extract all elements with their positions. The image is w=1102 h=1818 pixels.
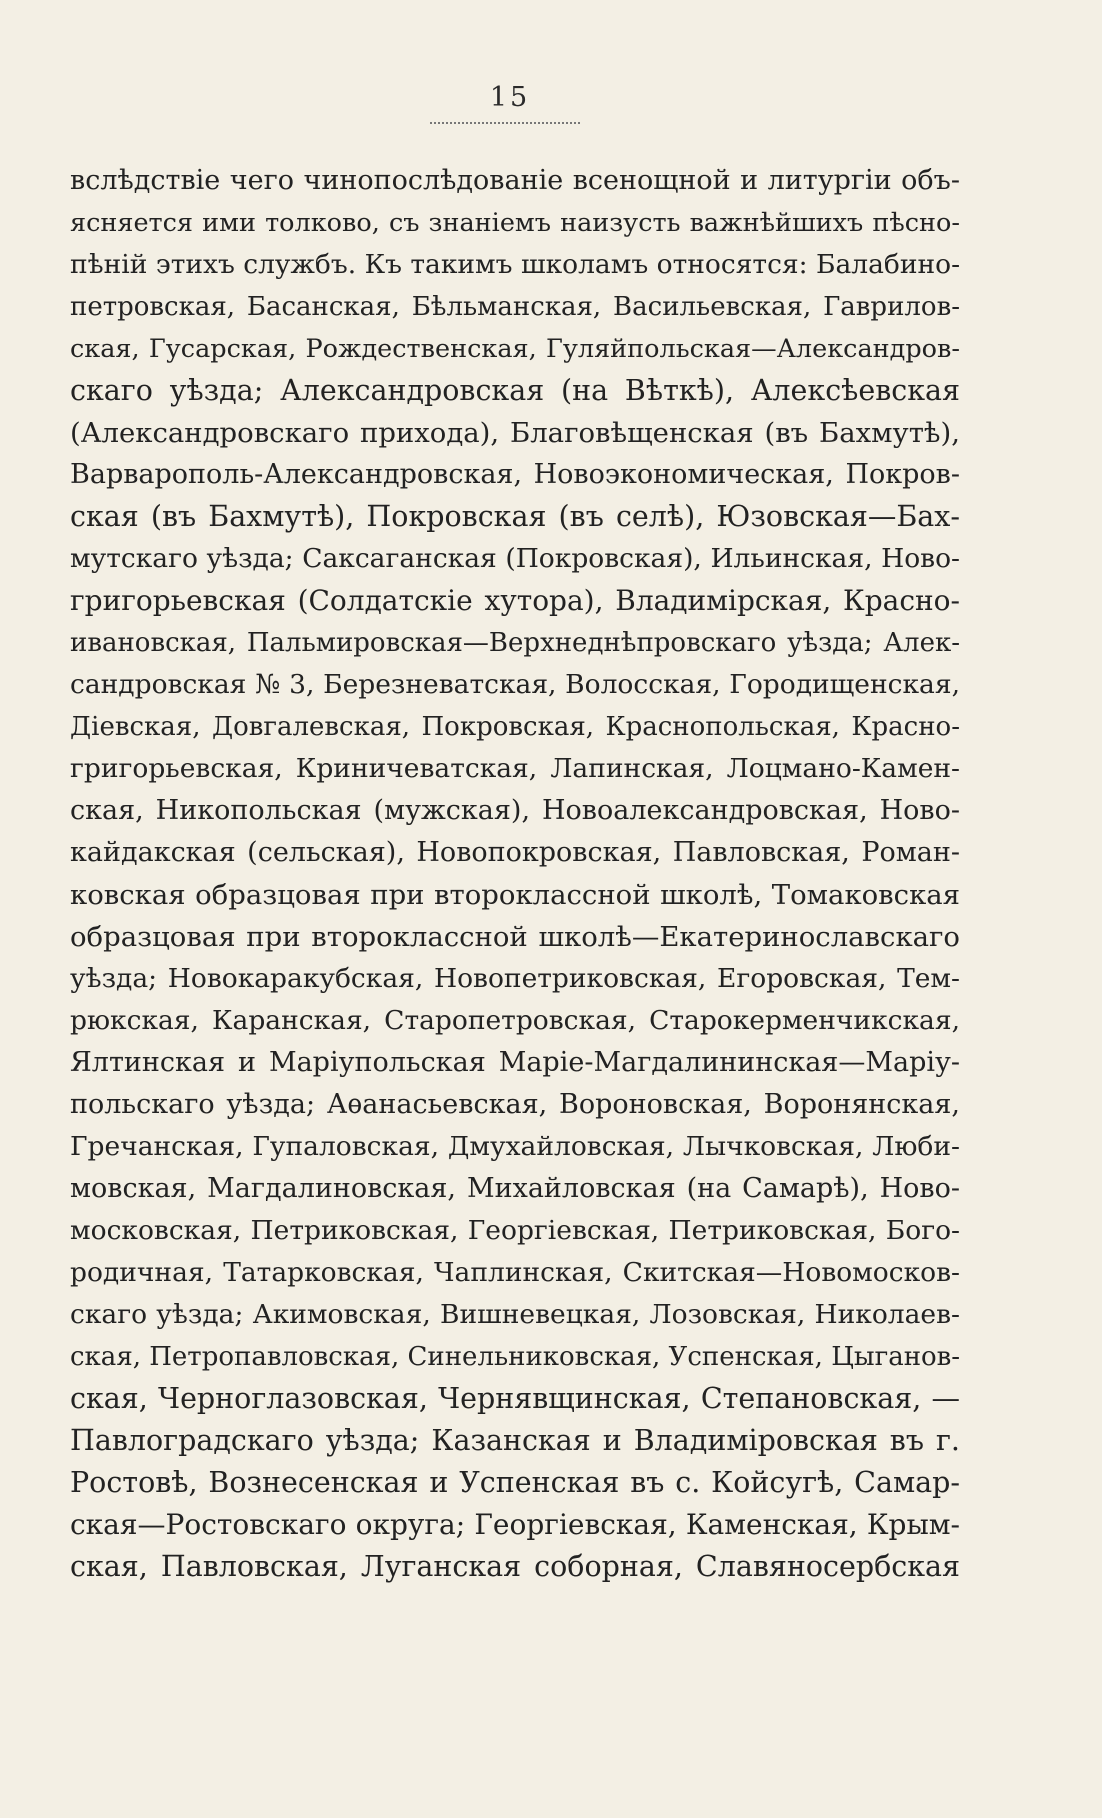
page-number: 15 xyxy=(489,82,531,113)
text-line: ская, Гусарская, Рождественская, Гуляйпольская—Александров- xyxy=(70,334,960,364)
text-line: ясняется ими толково, съ знаніемъ наизусть важнѣйшихъ пѣсно- xyxy=(70,208,960,238)
text-line: сандровская № 3, Березневатская, Волосская, Городищенская, xyxy=(70,669,960,700)
text-line: ская, Никопольская (мужская), Новоалександровская, Ново- xyxy=(70,795,960,826)
text-line: Гречанская, Гупаловская, Дмухайловская, Лычковская, Люби- xyxy=(70,1131,960,1162)
text-line: Ялтинская и Маріупольская Маріе-Магдалининская—Маріу- xyxy=(70,1047,960,1078)
text-line: ская (въ Бахмутѣ), Покровская (въ селѣ), Юзовская—Бах- xyxy=(70,500,960,533)
text-line: скаго уѣзда; Акимовская, Вишневецкая, Лозовская, Николаев- xyxy=(70,1299,960,1330)
text-line: польскаго уѣзда; Аѳанасьевская, Вороновская, Воронянская, xyxy=(70,1089,960,1120)
text-line: григорьевская, Криничеватская, Лапинская, Лоцмано-Камен- xyxy=(70,753,960,784)
body-text xyxy=(70,160,960,1588)
header-rule xyxy=(430,122,580,124)
text-line: мовская, Магдалиновская, Михайловская (на Самарѣ), Ново- xyxy=(70,1173,960,1204)
text-line: ская, Петропавловская, Синельниковская, Успенская, Цыганов- xyxy=(70,1342,960,1372)
text-line: Варварополь-Александровская, Новоэкономическая, Покров- xyxy=(70,459,960,490)
text-line: Ростовѣ, Вознесенская и Успенская въ с. Койсугѣ, Самар- xyxy=(70,1466,960,1499)
text-line: пѣній этихъ службъ. Къ такимъ школамъ относятся: Балабино- xyxy=(70,249,960,280)
text-line: ская—Ростовскаго округа; Георгіевская, Каменская, Крым- xyxy=(70,1508,960,1541)
text-line: кайдакская (сельская), Новопокровская, Павловская, Роман- xyxy=(70,837,960,868)
text-line: вслѣдствіе чего чинопослѣдованіе всенощной и литургіи объ- xyxy=(70,165,960,196)
text-line: ковская образцовая при второклассной школѣ, Томаковская xyxy=(70,879,960,911)
text-line: григорьевская (Солдатскіе хутора), Владимірская, Красно- xyxy=(70,584,960,617)
text-line: Діевская, Довгалевская, Покровская, Краснопольская, Красно- xyxy=(70,712,960,742)
text-line: петровская, Басанская, Бѣльманская, Васильевская, Гаврилов- xyxy=(70,292,960,322)
text-line: скаго уѣзда; Александровская (на Вѣткѣ), Алексѣевская xyxy=(70,374,960,407)
text-line: (Александровскаго прихода), Благовѣщенская (въ Бахмутѣ), xyxy=(70,417,960,449)
text-line: Павлоградскаго уѣзда; Казанская и Владиміровская въ г. xyxy=(70,1424,960,1457)
text-line: московская, Петриковская, Георгіевская, Петриковская, Бого- xyxy=(70,1215,960,1246)
text-line: ская, Павловская, Луганская соборная, Славяносербская xyxy=(70,1550,960,1583)
text-line: рюкская, Каранская, Старопетровская, Старокерменчикская, xyxy=(70,1005,960,1036)
text-line: родичная, Татарковская, Чаплинская, Скитская—Новомосков- xyxy=(70,1257,960,1288)
text-line: ская, Черноглазовская, Чернявщинская, Степановская, — xyxy=(70,1382,960,1415)
text-line: ивановская, Пальмировская—Верхнеднѣпровскаго уѣзда; Алек- xyxy=(70,628,960,658)
text-line: мутскаго уѣзда; Саксаганская (Покровская), Ильинская, Ново- xyxy=(70,543,960,574)
text-line: образцовая при второклассной школѣ—Екатеринославскаго xyxy=(70,921,960,953)
text-line: уѣзда; Новокаракубская, Новопетриковская, Егоровская, Тем- xyxy=(70,963,960,994)
